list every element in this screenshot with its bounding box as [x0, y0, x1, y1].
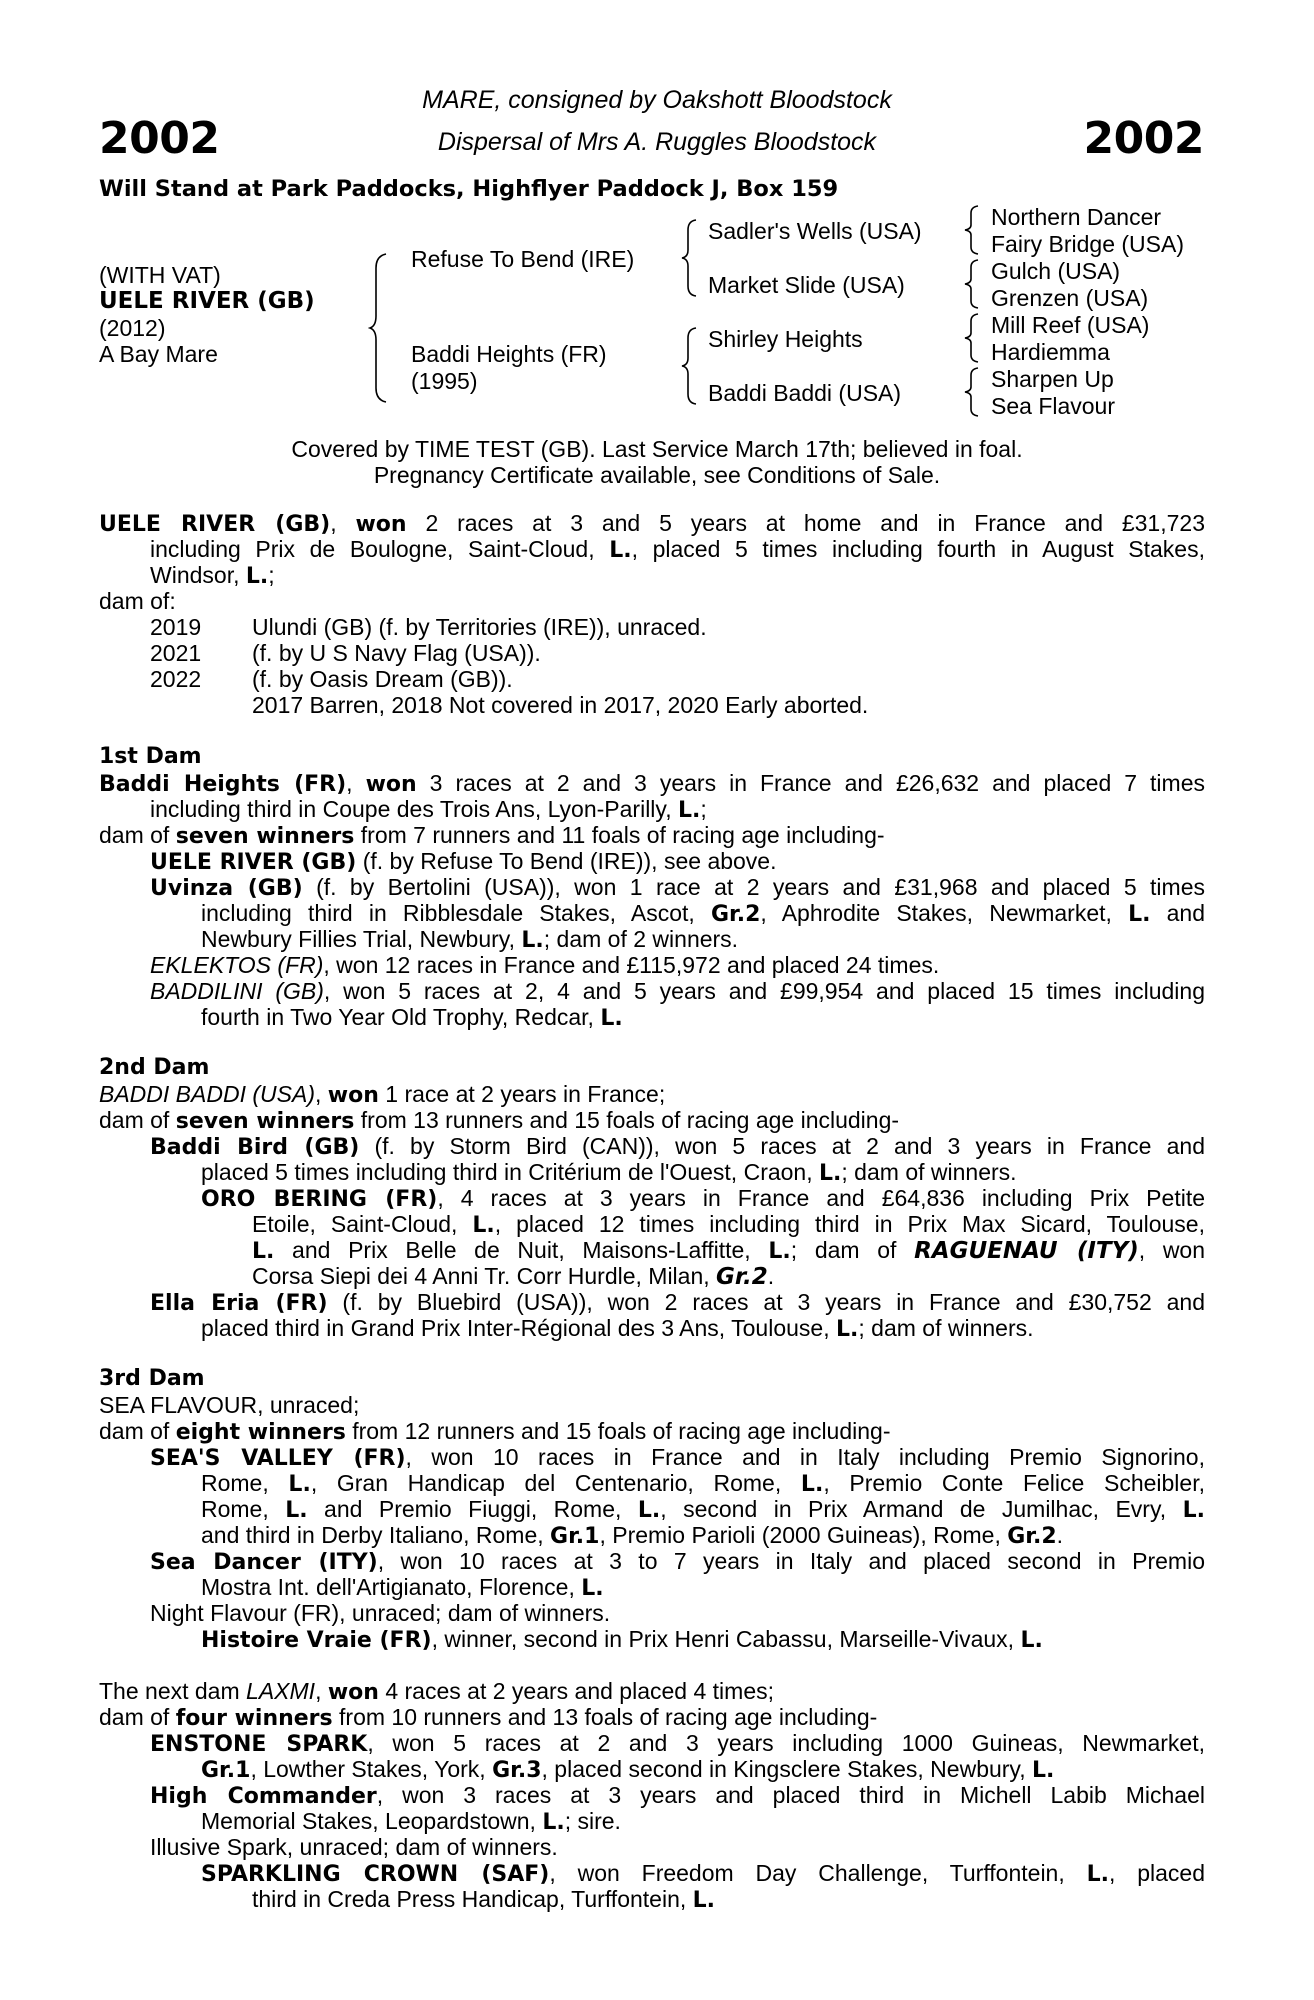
text: 1 race at 2 years in France; [378, 1081, 666, 1107]
foal-year-3: 2022 [150, 666, 202, 692]
text: ; [268, 562, 275, 588]
text: dam of [99, 1418, 176, 1444]
text: , won Freedom Day Challenge, Turffontein, [549, 1860, 1087, 1886]
brace-sd [962, 258, 982, 310]
text: fourth in Two Year Old Trophy, Redcar, [201, 1004, 601, 1030]
text: , won 5 races at 2 and 3 years including 1000 Guineas, Newmarket, [367, 1730, 1205, 1756]
progeny-name: Sea Dancer (ITY) [150, 1550, 378, 1575]
text: third in Creda Press Handicap, Turffontein, [252, 1886, 693, 1912]
text: ; dam of [790, 1237, 915, 1263]
covered-note-2: Pregnancy Certificate available, see Conditions of Sale. [373, 462, 941, 488]
text: ; dam of winners. [841, 1159, 1017, 1185]
brace-dd [962, 366, 982, 418]
dam-name: BADDI BADDI (USA) [99, 1081, 315, 1107]
grandprogeny-oro-bering-2 [252, 1211, 1205, 1239]
pedigree-year: (2012) [99, 315, 166, 341]
listed-label: L. [800, 1472, 824, 1497]
foal-text-3: (f. by Oasis Dream (GB)). [252, 666, 513, 692]
foal-text-1: Ulundi (GB) (f. by Territories (IRE)), unraced. [252, 614, 707, 640]
text: , [315, 1678, 328, 1704]
text: , won 3 races at 3 years and placed third in Michell Labib Michael [376, 1782, 1205, 1808]
text: from 13 runners and 15 foals of racing age including- [354, 1107, 900, 1133]
consignment-line-1: MARE, consigned by Oakshott Bloodstock [422, 86, 892, 114]
pedigree-sds: Gulch (USA) [991, 258, 1121, 284]
first-dam-heading: 1st Dam [99, 744, 202, 769]
grandprogeny-histoire-vraie [201, 1626, 1043, 1654]
pedigree-dsd: Hardiemma [991, 339, 1110, 365]
progeny-uele-river [150, 848, 777, 876]
progeny-enstone-spark-1 [150, 1730, 1205, 1758]
pedigree-dam: Baddi Heights (FR) [411, 341, 607, 367]
lot-number-left: 2002 [99, 113, 220, 164]
pedigree-ssd: Fairy Bridge (USA) [991, 231, 1184, 257]
listed-label: L. [836, 1317, 859, 1342]
text: , Premio Conte Felice Scheibler, [823, 1470, 1205, 1496]
text: , Aphrodite Stakes, Newmarket, [760, 900, 1129, 926]
text: and Prix Belle de Nuit, Maisons-Laffitte, [274, 1237, 769, 1263]
listed-label: L. [1182, 1498, 1205, 1523]
brace-sire [680, 218, 700, 298]
listed-label: L. [678, 798, 701, 823]
progeny-baddi-bird-2 [201, 1159, 1017, 1187]
progeny-name: SPARKLING CROWN (SAF) [201, 1862, 550, 1887]
dam-name: Baddi Heights (FR) [99, 772, 347, 797]
foal-text-2: (f. by U S Navy Flag (USA)). [252, 640, 541, 666]
text: from 7 runners and 11 foals of racing age including- [354, 822, 885, 848]
progeny-name: SEA'S VALLEY (FR) [150, 1446, 406, 1471]
listed-label: L. [1020, 1628, 1043, 1653]
progeny-ella-eria-1 [150, 1289, 1205, 1317]
grandprogeny-oro-bering-4 [252, 1263, 774, 1290]
listed-label: L. [472, 1213, 495, 1238]
text: ; dam of winners. [858, 1315, 1034, 1341]
progeny-seas-valley-3 [201, 1496, 1205, 1524]
progeny-ella-eria-2 [201, 1315, 1034, 1343]
progeny-baddi-bird-1 [150, 1133, 1205, 1161]
progeny-high-commander-2 [201, 1808, 621, 1836]
progeny-name: RAGUENAU (ITY) [914, 1238, 1139, 1264]
group-label: Gr.1 [201, 1758, 251, 1783]
next-dam-line-1 [99, 1678, 774, 1706]
group-label: Gr.2 [1007, 1524, 1057, 1549]
progeny-sea-dancer-1 [150, 1548, 1205, 1576]
text: , 4 races at 3 years in France and £64,836 including Prix Petite [437, 1185, 1205, 1211]
text: ; [700, 796, 707, 822]
listed-label: L. [581, 1576, 604, 1601]
progeny-name: ENSTONE SPARK [150, 1732, 368, 1757]
progeny-seas-valley-4 [201, 1522, 1063, 1550]
pedigree-sdd: Grenzen (USA) [991, 285, 1149, 311]
text: , winner, second in Prix Henri Cabassu, Marseille-Vivaux, [431, 1626, 1021, 1652]
consignment-line-2: Dispersal of Mrs A. Ruggles Bloodstock [437, 128, 877, 156]
listed-label: L. [285, 1498, 308, 1523]
text: and Premio Fiuggi, Rome, [307, 1496, 638, 1522]
foal-year-1: 2019 [150, 614, 202, 640]
listed-label: L. [600, 1006, 623, 1031]
pedigree-dam-year: (1995) [411, 368, 478, 394]
won-label: won [327, 1680, 379, 1705]
listed-label: L. [609, 538, 632, 563]
mare-line-1: UELE RIVER (GB), won 2 races at 3 and 5 years at home and in France and £31,723 [99, 510, 1205, 537]
text: , placed 5 times including fourth in August Stakes, [631, 536, 1205, 562]
text: dam of [99, 1704, 176, 1730]
text: , Lowther Stakes, York, [250, 1756, 493, 1782]
text: , won 5 races at 2, 4 and 5 years and £99,954 and placed 15 times including [323, 978, 1205, 1004]
mare-line-3 [150, 562, 275, 590]
listed-label: L. [819, 1161, 842, 1186]
progeny-name: EKLEKTOS (FR) [150, 952, 324, 978]
listed-label: L. [1128, 902, 1151, 927]
progeny-name: High Commander [150, 1784, 377, 1809]
brace-ss [962, 204, 982, 256]
pedigree-vat: (WITH VAT) [99, 262, 221, 288]
text: Corsa Siepi dei 4 Anni Tr. Corr Hurdle, Milan, [252, 1263, 717, 1289]
winners-count: seven winners [175, 1109, 355, 1134]
text: including Prix de Boulogne, Saint-Cloud, [150, 536, 610, 562]
text: 3 races at 2 and 3 years in France and £26,632 and placed 7 times [416, 770, 1205, 796]
stand-location: Will Stand at Park Paddocks, Highflyer Paddock J, Box 159 [99, 176, 839, 202]
text: Memorial Stakes, Leopardstown, [201, 1808, 543, 1834]
progeny-baddilini-1 [150, 978, 1205, 1004]
pedigree-dam-sire: Shirley Heights [708, 326, 863, 352]
text: Windsor, [150, 562, 246, 588]
text: placed third in Grand Prix Inter-Régional des 3 Ans, Toulouse, [201, 1315, 836, 1341]
text: Mostra Int. dell'Artigianato, Florence, [201, 1574, 582, 1600]
first-dam-line-1: Baddi Heights (FR), won 3 races at 2 and 3 years in France and £26,632 and placed 7 times [99, 770, 1205, 797]
text: Newbury Fillies Trial, Newbury, [201, 926, 522, 952]
group-label: Gr.2 [716, 1264, 768, 1290]
progeny-enstone-spark-2 [201, 1756, 1054, 1784]
group-label: Gr.1 [550, 1524, 600, 1549]
text: (f. by Storm Bird (CAN)), won 5 races at 2 and 3 years in France and [359, 1133, 1205, 1159]
text: (f. by Bertolini (USA)), won 1 race at 2 years and £31,968 and placed 5 times [302, 874, 1205, 900]
brace-main [368, 252, 390, 404]
progeny-name: Uvinza (GB) [150, 876, 303, 901]
mare-line-2 [150, 536, 1205, 564]
text: , won [1138, 1237, 1206, 1263]
listed-label: L. [521, 928, 544, 953]
progeny-name: ORO BERING (FR) [201, 1187, 438, 1212]
first-dam-line-2 [150, 796, 707, 824]
text: , won 10 races at 3 to 7 years in Italy and placed second in Premio [377, 1548, 1205, 1574]
mare-dam-of: dam of: [99, 588, 176, 614]
listed-label: L. [1086, 1862, 1109, 1887]
next-dam-line-2 [99, 1704, 877, 1732]
pedigree-sss: Northern Dancer [991, 204, 1162, 230]
text: , second in Prix Armand de Jumilhac, Evry, [660, 1496, 1183, 1522]
listed-label: L. [637, 1498, 661, 1523]
progeny-uvinza-1 [150, 874, 1205, 902]
text: dam of [99, 822, 176, 848]
grandprogeny-oro-bering-3 [252, 1237, 1205, 1265]
pedigree-description: A Bay Mare [99, 341, 218, 367]
progeny-illusive-spark: Illusive Spark, unraced; dam of winners. [150, 1834, 558, 1860]
listed-label: L. [768, 1239, 791, 1264]
progeny-seas-valley-2 [201, 1470, 1205, 1498]
grandprogeny-sparkling-crown-1 [201, 1860, 1205, 1888]
won-label: won [327, 1083, 379, 1108]
progeny-eklektos [150, 952, 939, 978]
covered-note-1: Covered by TIME TEST (GB). Last Service March 17th; believed in foal. [291, 436, 1023, 462]
third-dam-line-2 [99, 1418, 890, 1446]
progeny-name: UELE RIVER (GB) [150, 850, 357, 875]
text: , won 10 races in France and in Italy including Premio Signorino, [405, 1444, 1205, 1470]
text: 2 races at 3 and 5 years at home and in France and £31,723 [406, 510, 1205, 536]
grandprogeny-oro-bering-1 [201, 1185, 1205, 1213]
barren-note: 2017 Barren, 2018 Not covered in 2017, 2020 Early aborted. [252, 692, 869, 718]
second-dam-heading: 2nd Dam [99, 1055, 210, 1080]
text: 4 races at 2 years and placed 4 times; [378, 1678, 774, 1704]
progeny-seas-valley-1 [150, 1444, 1205, 1472]
pedigree-sire: Refuse To Bend (IRE) [411, 246, 635, 272]
pedigree-sire-dam: Market Slide (USA) [708, 272, 905, 298]
text: The next dam [99, 1678, 247, 1704]
text: placed 5 times including third in Critérium de l'Ouest, Craon, [201, 1159, 820, 1185]
third-dam-line-1: SEA FLAVOUR, unraced; [99, 1392, 360, 1418]
text: dam of [99, 1107, 176, 1133]
progeny-uvinza-2 [201, 900, 1205, 928]
won-label: won [355, 512, 407, 537]
pedigree-dss: Mill Reef (USA) [991, 312, 1150, 338]
first-dam-line-3 [99, 822, 885, 850]
winners-count: four winners [175, 1706, 333, 1731]
text: , won 12 races in France and £115,972 and placed 24 times. [323, 952, 940, 978]
text: , placed second in Kingsclere Stakes, Newbury, [541, 1756, 1033, 1782]
dam-name: LAXMI [246, 1678, 316, 1704]
grandprogeny-sparkling-crown-2 [252, 1886, 715, 1914]
brace-dam [680, 326, 700, 406]
progeny-name: Baddi Bird (GB) [150, 1135, 360, 1160]
group-label: Gr.3 [492, 1758, 542, 1783]
text: and third in Derby Italiano, Rome, [201, 1522, 551, 1548]
text: . [767, 1263, 775, 1289]
winners-count: seven winners [175, 824, 355, 849]
listed-label: L. [245, 564, 269, 589]
third-dam-heading: 3rd Dam [99, 1366, 205, 1391]
brace-ds [962, 312, 982, 364]
text: Rome, [201, 1470, 289, 1496]
pedigree-ddd: Sea Flavour [991, 393, 1116, 419]
text: including third in Coupe des Trois Ans, Lyon-Parilly, [150, 796, 678, 822]
listed-label: L. [252, 1239, 275, 1264]
progeny-name: BADDILINI (GB) [150, 978, 324, 1004]
text: ; sire. [564, 1808, 621, 1834]
text: ; dam of 2 winners. [543, 926, 739, 952]
text: and [1150, 900, 1206, 926]
text: (f. by Refuse To Bend (IRE)), see above. [356, 848, 777, 874]
winners-count: eight winners [175, 1420, 346, 1445]
second-dam-line-1: BADDI BADDI (USA), won 1 race at 2 years in France; [99, 1081, 666, 1108]
text: , Gran Handicap del Centenario, Rome, [310, 1470, 801, 1496]
text: from 12 runners and 15 foals of racing age including- [345, 1418, 891, 1444]
pedigree-dds: Sharpen Up [991, 366, 1114, 392]
pedigree-horse-name: UELE RIVER (GB) [99, 288, 315, 314]
progeny-uvinza-3 [201, 926, 738, 954]
text: , placed 12 times including third in Prix Max Sicard, Toulouse, [494, 1211, 1205, 1237]
text: (f. by Bluebird (USA)), won 2 races at 3 years in France and £30,752 and [327, 1289, 1205, 1315]
listed-label: L. [288, 1472, 311, 1497]
progeny-night-flavour: Night Flavour (FR), unraced; dam of winners. [150, 1600, 611, 1626]
pedigree-sire-sire: Sadler's Wells (USA) [708, 218, 922, 244]
listed-label: L. [692, 1888, 716, 1913]
group-label: Gr.2 [710, 902, 761, 927]
foal-year-2: 2021 [150, 640, 202, 666]
progeny-baddilini-2 [201, 1004, 623, 1032]
text: Rome, [201, 1496, 286, 1522]
text: including third in Ribblesdale Stakes, Ascot, [201, 900, 711, 926]
pedigree-dam-dam: Baddi Baddi (USA) [708, 380, 902, 406]
progeny-sea-dancer-2 [201, 1574, 604, 1602]
text: , placed [1108, 1860, 1205, 1886]
mare-name: UELE RIVER (GB) [99, 512, 331, 537]
progeny-name: Histoire Vraie (FR) [201, 1628, 432, 1653]
text: , Premio Parioli (2000 Guineas), Rome, [599, 1522, 1008, 1548]
progeny-name: Ella Eria (FR) [150, 1291, 328, 1316]
text: Etoile, Saint-Cloud, [252, 1211, 473, 1237]
listed-label: L. [542, 1810, 565, 1835]
second-dam-line-2 [99, 1107, 899, 1135]
progeny-high-commander-1 [150, 1782, 1205, 1810]
won-label: won [365, 772, 417, 797]
text: . [1056, 1522, 1064, 1548]
lot-number-right: 2002 [1083, 113, 1204, 164]
text: from 10 runners and 13 foals of racing age including- [332, 1704, 878, 1730]
listed-label: L. [1032, 1758, 1055, 1783]
